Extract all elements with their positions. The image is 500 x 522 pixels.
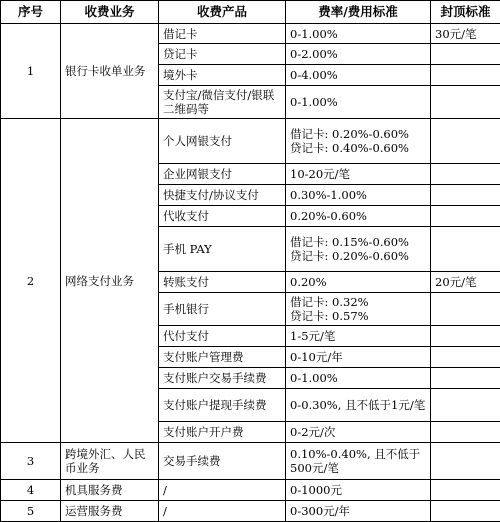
- row-product: 借记卡: [159, 24, 286, 44]
- row-business: 机具服务费: [61, 480, 159, 501]
- row-index: 2: [1, 119, 61, 443]
- row-index: 3: [1, 443, 61, 480]
- row-product: 转账支付: [159, 272, 286, 293]
- row-cap: [431, 86, 500, 119]
- rate-line: 贷记卡: 0.20%-0.60%: [290, 249, 426, 263]
- row-cap: [431, 185, 500, 206]
- rate-line: 贷记卡: 0.57%: [290, 309, 426, 323]
- row-product: 个人网银支付: [159, 119, 286, 164]
- row-rate: 0.10%-0.40%, 且不低于500元/笔: [286, 443, 431, 480]
- row-rate: 0-1.00%: [286, 86, 431, 119]
- table-row: [1, 24, 500, 44]
- row-cap: [431, 65, 500, 86]
- row-cap: [431, 347, 500, 368]
- row-product: 支付宝/微信支付/银联二维码等: [159, 86, 286, 119]
- row-rate: 0.20%-0.60%: [286, 206, 431, 227]
- row-business: 跨境外汇、人民币业务: [61, 443, 159, 480]
- row-business: 银行卡收单业务: [61, 24, 159, 119]
- row-rate: 0-1000元: [286, 480, 431, 501]
- table-header: [1, 1, 500, 24]
- row-cap: [431, 443, 500, 480]
- row-rate: 0.20%: [286, 272, 431, 293]
- row-product: /: [159, 480, 286, 501]
- row-cap: [431, 422, 500, 443]
- table-body: [1, 24, 500, 522]
- row-product: 交易手续费: [159, 443, 286, 480]
- row-cap: [431, 389, 500, 422]
- row-business: 网络支付业务: [61, 119, 159, 443]
- table-row: [1, 443, 500, 480]
- row-rate: 1-5元/笔: [286, 326, 431, 347]
- row-product: 支付账户交易手续费: [159, 368, 286, 389]
- rate-line: 借记卡: 0.32%: [290, 295, 426, 309]
- row-cap: [431, 227, 500, 272]
- row-product: 代付支付: [159, 326, 286, 347]
- rate-line: 贷记卡: 0.40%-0.60%: [290, 141, 426, 155]
- row-cap: 20元/笔: [431, 272, 500, 293]
- row-product: 快捷支付/协议支付: [159, 185, 286, 206]
- row-rate: 0-1.00%: [286, 368, 431, 389]
- row-index: 1: [1, 24, 61, 119]
- row-index: 5: [1, 501, 61, 522]
- row-rate: [286, 119, 431, 164]
- row-product: 企业网银支付: [159, 164, 286, 185]
- table-row: [1, 501, 500, 522]
- row-product: 境外卡: [159, 65, 286, 86]
- row-product: 支付账户管理费: [159, 347, 286, 368]
- row-business: 运营服务费: [61, 501, 159, 522]
- row-rate: 10-20元/笔: [286, 164, 431, 185]
- header-business: 收费业务: [61, 1, 159, 24]
- row-rate: 0-2元/次: [286, 422, 431, 443]
- header-row: [1, 1, 500, 24]
- row-product: 支付账户提现手续费: [159, 389, 286, 422]
- row-cap: [431, 368, 500, 389]
- rate-line: 借记卡: 0.15%-0.60%: [290, 235, 426, 249]
- row-cap: [431, 326, 500, 347]
- row-rate: 0-300元/年: [286, 501, 431, 522]
- header-index: 序号: [1, 1, 61, 24]
- row-cap: [431, 164, 500, 185]
- row-product: 支付账户开户费: [159, 422, 286, 443]
- row-rate: 0-1.00%: [286, 24, 431, 44]
- row-product: 贷记卡: [159, 44, 286, 65]
- row-rate: 0-4.00%: [286, 65, 431, 86]
- row-cap: [431, 480, 500, 501]
- row-cap: [431, 44, 500, 65]
- row-product: 代收支付: [159, 206, 286, 227]
- header-product: 收费产品: [159, 1, 286, 24]
- row-cap: [431, 206, 500, 227]
- header-cap: 封顶标准: [431, 1, 500, 24]
- row-rate: [286, 227, 431, 272]
- row-rate: 0-10元/年: [286, 347, 431, 368]
- row-cap: 30元/笔: [431, 24, 500, 44]
- row-product: /: [159, 501, 286, 522]
- row-rate: 0-0.30%, 且不低于1元/笔: [286, 389, 431, 422]
- row-product: 手机银行: [159, 293, 286, 326]
- row-cap: [431, 501, 500, 522]
- row-rate: 0.30%-1.00%: [286, 185, 431, 206]
- table-row: [1, 119, 500, 164]
- row-rate: 0-2.00%: [286, 44, 431, 65]
- rate-line: 借记卡: 0.20%-0.60%: [290, 127, 426, 141]
- header-rate: 费率/费用标准: [286, 1, 431, 24]
- row-product: 手机 PAY: [159, 227, 286, 272]
- table-row: [1, 480, 500, 501]
- row-rate: [286, 293, 431, 326]
- row-index: 4: [1, 480, 61, 501]
- row-cap: [431, 293, 500, 326]
- row-cap: [431, 119, 500, 164]
